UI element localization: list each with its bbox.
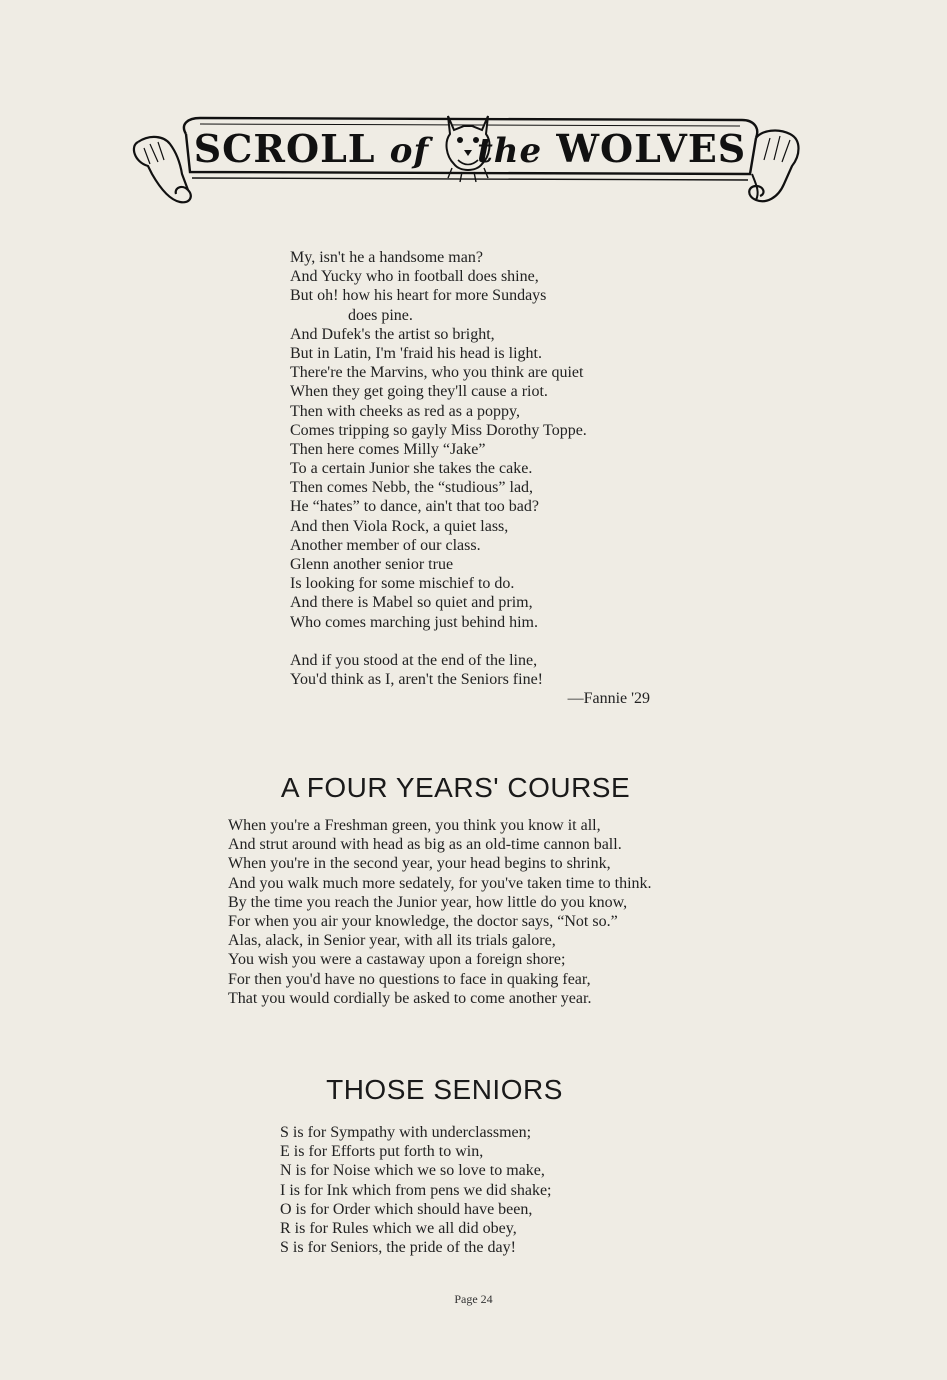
poem-line: R is for Rules which we all did obey, (280, 1219, 517, 1237)
poem-line: E is for Efforts put forth to win, (280, 1143, 484, 1161)
poem-line: Who comes marching just behind him. (290, 613, 538, 631)
poem-line: And there is Mabel so quiet and prim, (290, 594, 533, 612)
banner-title-scroll: SCROLL (193, 126, 376, 171)
poem-line: For then you'd have no questions to face in quaking fear, (228, 970, 591, 988)
poem-line: By the time you reach the Junior year, how little do you know, (228, 893, 628, 911)
poem-line: I is for Ink which from pens we did shake; (280, 1181, 552, 1199)
poem-line: And Dufek's the artist so bright, (290, 325, 495, 343)
poem-line: And Yucky who in football does shine, (290, 268, 539, 286)
banner-title-of: of (389, 131, 430, 171)
poem-line: N is for Noise which we so love to make, (280, 1162, 545, 1180)
poem-line: That you would cordially be asked to come another year. (228, 989, 592, 1007)
poem-line: Then comes Nebb, the “studious” lad, (290, 479, 534, 497)
poem-line: When you're a Freshman green, you think you know it all, (228, 817, 601, 834)
those-seniors-acrostic (280, 1123, 610, 1257)
poem-line: S is for Sympathy with underclassmen; (280, 1124, 532, 1141)
poem-line: But in Latin, I'm 'fraid his head is light. (290, 344, 542, 362)
poem-line: O is for Order which should have been, (280, 1200, 533, 1218)
poem-line: Is looking for some mischief to do. (290, 575, 515, 593)
page-number: Page 24 (454, 1292, 493, 1306)
poem-line: And then Viola Rock, a quiet lass, (290, 517, 509, 535)
banner-title-wolves: WOLVES (556, 126, 747, 171)
poem-line: My, isn't he a handsome man? (290, 249, 483, 266)
poem-line: does pine. (348, 306, 413, 324)
poem-line: Alas, alack, in Senior year, with all its trials galore, (228, 932, 556, 950)
poem-line: There're the Marvins, who you think are quiet (290, 364, 584, 382)
section-heading-four-years-course: A FOUR YEARS' COURSE (280, 772, 631, 803)
poem-signature: —Fannie '29 (567, 690, 650, 708)
poem-line: But oh! how his heart for more Sundays (290, 287, 547, 305)
poem-line: Glenn another senior true (290, 556, 454, 573)
poem-line: Then here comes Milly “Jake” (290, 440, 486, 458)
banner-title (130, 126, 810, 171)
poem-line: You'd think as I, aren't the Seniors fine! (290, 670, 543, 688)
poem-line: And if you stood at the end of the line, (290, 651, 538, 669)
poem-line: When they get going they'll cause a riot. (290, 383, 548, 401)
poem-line: When you're in the second year, your head begins to shrink, (228, 855, 611, 873)
section-heading-those-seniors: THOSE SENIORS (326, 1074, 563, 1105)
poem-line: You wish you were a castaway upon a foreign shore; (228, 951, 566, 969)
poem-line: Comes tripping so gayly Miss Dorothy Toppe. (290, 421, 587, 439)
poem-line: S is for Seniors, the pride of the day! (280, 1239, 516, 1257)
poem-line: For when you air your knowledge, the doctor says, “Not so.” (228, 912, 618, 930)
scroll-banner (130, 104, 810, 214)
senior-poem (290, 248, 650, 708)
poem-line: To a certain Junior she takes the cake. (290, 460, 533, 478)
poem-line: He “hates” to dance, ain't that too bad? (290, 498, 539, 516)
banner-title-the: the (477, 131, 543, 171)
poem-line: Another member of our class. (290, 536, 481, 554)
poem-line: Then with cheeks as red as a poppy, (290, 402, 520, 420)
four-years-course-poem (228, 816, 723, 1008)
poem-line: And you walk much more sedately, for you've taken time to think. (228, 874, 652, 892)
poem-line: And strut around with head as big as an old-time cannon ball. (228, 836, 622, 854)
